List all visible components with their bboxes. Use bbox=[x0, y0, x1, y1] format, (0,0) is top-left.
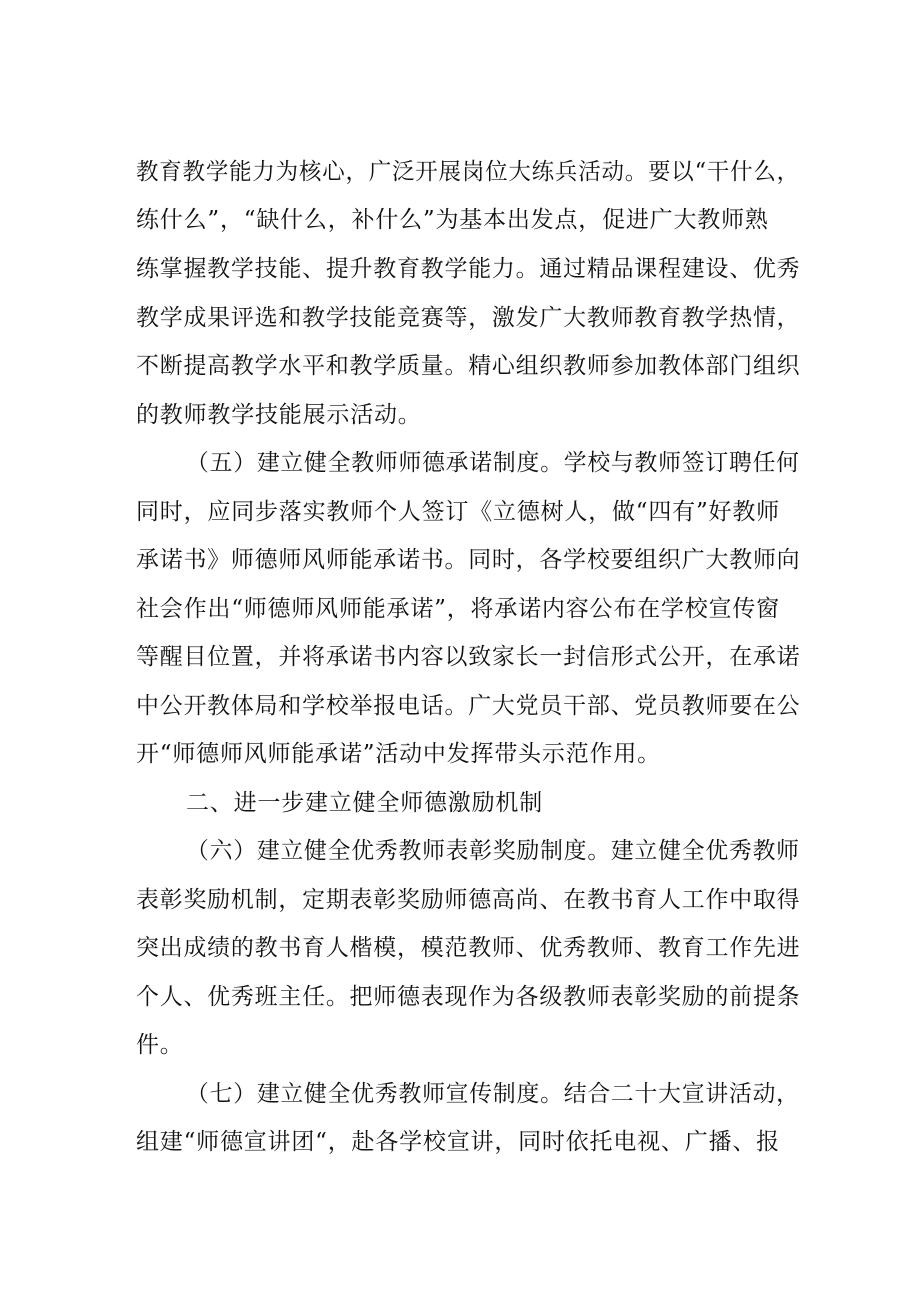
text-line: 练什么”，“缺什么，补什么”为基本出发点，促进广大教师熟 bbox=[136, 207, 769, 233]
text-line: （七）建立健全优秀教师宣传制度。结合二十大宣讲活动， bbox=[186, 1081, 800, 1107]
text-line: 练掌握教学技能、提升教育教学能力。通过精品课程建设、优秀 bbox=[136, 256, 801, 282]
text-line: 个人、优秀班主任。把师德表现作为各级教师表彰奖励的前提条 bbox=[136, 984, 801, 1010]
text-line: 件。 bbox=[136, 1032, 184, 1058]
text-line: 不断提高教学水平和教学质量。精心组织教师参加教体部门组织 bbox=[136, 353, 801, 379]
text-line: 承诺书》师德师风师能承诺书。同时，各学校要组织广大教师向 bbox=[136, 547, 801, 573]
text-line: 表彰奖励机制，定期表彰奖励师德高尚、在教书育人工作中取得 bbox=[136, 887, 801, 913]
text-line: 同时，应同步落实教师个人签订《立德树人，做“四有”好教师 bbox=[136, 499, 780, 525]
text-line: 突出成绩的教书育人楷模，模范教师、优秀教师、教育工作先进 bbox=[136, 935, 801, 961]
text-line: 教育教学能力为核心，广泛开展岗位大练兵活动。要以“干什么， bbox=[136, 159, 800, 185]
text-line: 社会作出“师德师风师能承诺”，将承诺内容公布在学校宣传窗 bbox=[136, 596, 780, 622]
text-line: 教学成果评选和教学技能竞赛等，激发广大教师教育教学热情， bbox=[136, 305, 801, 331]
text-line: 组建“师德宣讲团“，赴各学校宣讲，同时依托电视、广播、报 bbox=[136, 1129, 780, 1155]
text-line: （六）建立健全优秀教师表彰奖励制度。建立健全优秀教师 bbox=[186, 838, 800, 864]
text-line: 中公开教体局和学校举报电话。广大党员干部、党员教师要在公 bbox=[136, 693, 801, 719]
text-line: 等醒目位置，并将承诺书内容以致家长一封信形式公开，在承诺 bbox=[136, 644, 801, 670]
text-line: （五）建立健全教师师德承诺制度。学校与教师签订聘任何 bbox=[186, 450, 800, 476]
text-line: 开“师德师风师能承诺”活动中发挥带头示范作用。 bbox=[136, 741, 661, 767]
section-heading: 二、进一步建立健全师德激励机制 bbox=[186, 790, 543, 816]
text-line: 的教师教学技能展示活动。 bbox=[136, 402, 422, 428]
